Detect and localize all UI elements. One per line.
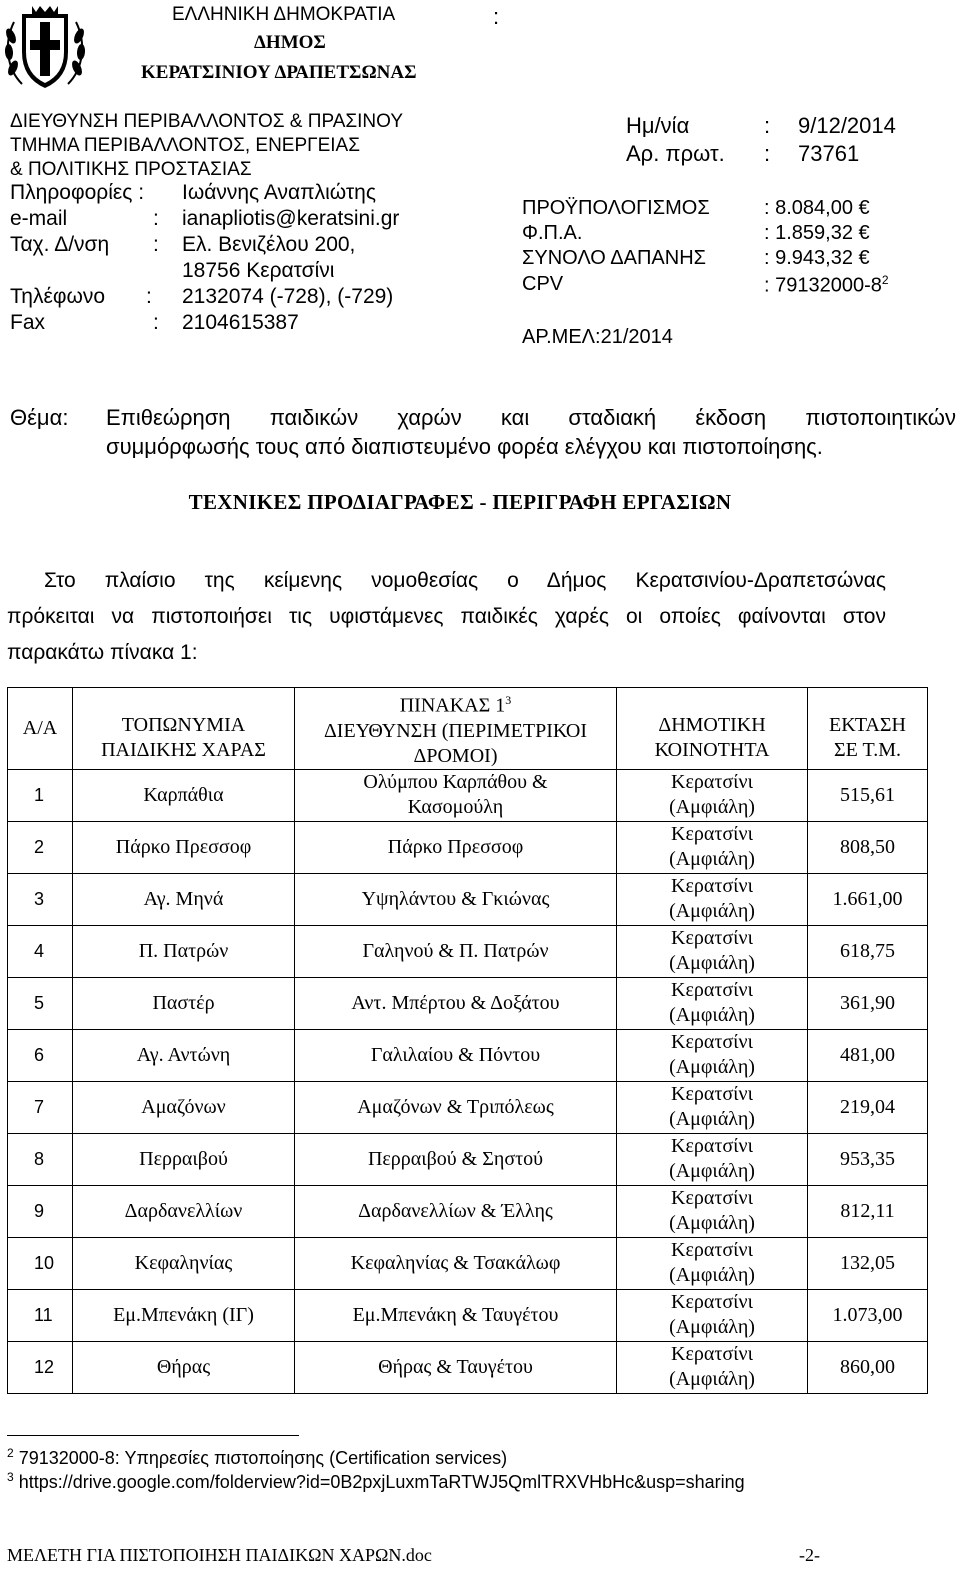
row-address-text: Αντ. Μπέρτου & Δοξάτου (351, 991, 560, 1014)
row-playground-name (73, 1185, 295, 1237)
row-community-text: Κερατσίνι (671, 1343, 753, 1366)
row-aa (8, 1341, 73, 1393)
email-sep: : (153, 207, 159, 230)
row-community-text: Κερατσίνι (671, 979, 753, 1002)
row-aa-text: 1 (34, 784, 45, 805)
row-playground-name-text: Αγ. Μηνά (143, 887, 224, 910)
row-community (617, 977, 808, 1029)
footnote-3-link[interactable]: https://drive.google.com/folderview?id=0B2pxjLuxmTaRTWJ5QmlTRXVHbHc&usp=sharing (18, 1472, 745, 1492)
row-playground-name (73, 1237, 295, 1289)
row-area-text: 812,11 (840, 1199, 895, 1222)
row-community (617, 1237, 808, 1289)
row-area-text: 361,90 (840, 991, 895, 1014)
study-number: ΑΡ.ΜΕΛ:21/2014 (522, 326, 673, 348)
row-community-text: (Αμφιάλη) (669, 1212, 755, 1235)
info-value: Ιωάννης Αναπλιώτης (182, 181, 376, 204)
table-row (8, 1341, 928, 1393)
row-address (295, 1185, 617, 1237)
col-header-community (617, 688, 808, 770)
row-community-text: Κερατσίνι (671, 927, 753, 950)
footnote-ref-3[interactable]: 3 (505, 693, 512, 707)
intro-line-2: πρόκειται να πιστοποιήσει τις υφιστάμενες παιδικές χαρές οι οποίες φαίνονται στον (7, 605, 886, 628)
row-community (617, 1133, 808, 1185)
row-playground-name (73, 1341, 295, 1393)
row-playground-name-text: Αμαζόνων (141, 1095, 226, 1118)
row-playground-name (73, 873, 295, 925)
row-address (295, 1081, 617, 1133)
row-address-text: Κασομούλη (407, 796, 504, 819)
subject-line-1: Επιθεώρηση παιδικών χαρών και σταδιακή έκδοση πιστοποιητικών (106, 405, 956, 430)
row-aa (8, 821, 73, 873)
row-address-text: Κεφαληνίας & Τσακάλωφ (350, 1251, 561, 1274)
date-label: Ημ/νία (626, 113, 690, 138)
row-playground-name-text: Πάρκο Πρεσσοφ (115, 835, 252, 858)
row-area-text: 1.661,00 (832, 887, 903, 910)
row-address (295, 1289, 617, 1341)
row-aa-text: 10 (34, 1252, 55, 1273)
row-aa (8, 1029, 73, 1081)
row-address-text: Περραιβού & Σηστού (367, 1147, 544, 1170)
row-community-text: Κερατσίνι (671, 1083, 753, 1106)
row-area (808, 977, 928, 1029)
row-area-text: 132,05 (840, 1251, 895, 1274)
row-community (617, 1029, 808, 1081)
row-aa (8, 1081, 73, 1133)
row-aa (8, 1185, 73, 1237)
row-area-text: 860,00 (840, 1355, 895, 1378)
row-community (617, 1185, 808, 1237)
row-community (617, 1081, 808, 1133)
row-aa (8, 769, 73, 821)
row-aa-text: 8 (34, 1148, 45, 1169)
row-area (808, 1237, 928, 1289)
row-aa-text: 4 (34, 940, 45, 961)
col-area-label-2: ΣΕ Τ.Μ. (833, 739, 901, 762)
budget-label: ΠΡΟΫΠΟΛΟΓΙΣΜΟΣ (522, 197, 710, 219)
row-community-text: (Αμφιάλη) (669, 1368, 755, 1391)
subject-line-2: συμμόρφωσής τους από διαπιστευμένο φορέα ελέγχου και πιστοποίησης. (106, 434, 823, 459)
row-address (295, 977, 617, 1029)
row-community-text: (Αμφιάλη) (669, 796, 755, 819)
row-community (617, 769, 808, 821)
table-row (8, 1081, 928, 1133)
department-line-1: ΔΙΕΥΘΥΝΣΗ ΠΕΡΙΒΑΛΛΟΝΤΟΣ & ΠΡΑΣΙΝΟΥ (10, 111, 403, 132)
fax-label: Fax (10, 311, 46, 334)
row-community-text: (Αμφιάλη) (669, 1264, 755, 1287)
row-playground-name-text: Εμ.Μπενάκη (ΙΓ) (113, 1303, 254, 1326)
row-community-text: (Αμφιάλη) (669, 1316, 755, 1339)
row-community-text: Κερατσίνι (671, 1135, 753, 1158)
row-address (295, 1341, 617, 1393)
row-community-text: (Αμφιάλη) (669, 1004, 755, 1027)
playgrounds-table (7, 687, 928, 1394)
row-address (295, 1237, 617, 1289)
row-playground-name (73, 1029, 295, 1081)
row-area-text: 219,04 (840, 1095, 895, 1118)
intro-line-1: Στο πλαίσιο της κείμενης νομοθεσίας ο Δήμος Κερατσινίου-Δραπετσώνας (44, 569, 886, 592)
address-value-1: Ελ. Βενιζέλου 200, (182, 233, 356, 256)
cpv-value (764, 273, 889, 298)
row-community-text: (Αμφιάλη) (669, 1108, 755, 1131)
footer-page-number: -2- (799, 1545, 820, 1565)
date-value: 9/12/2014 (798, 113, 896, 138)
row-community-text: Κερατσίνι (671, 1031, 753, 1054)
col-name-label-1: ΤΟΠΩΝΥΜΙΑ (121, 714, 246, 737)
fax-value: 2104615387 (182, 311, 299, 334)
row-community-text: (Αμφιάλη) (669, 1160, 755, 1183)
row-address-text: Γαλιλαίου & Πόντου (370, 1043, 541, 1066)
footnote-2-text: 79132000-8: Υπηρεσίες πιστοποίησης (Certification services) (18, 1448, 508, 1468)
col-header-address (295, 688, 617, 770)
col-header-name (73, 688, 295, 770)
row-area (808, 1133, 928, 1185)
address-value-2: 18756 Κερατσίνι (182, 259, 335, 282)
footnote-3-mark: 3 (7, 1470, 14, 1484)
footnote-2-mark: 2 (7, 1446, 14, 1460)
department-line-2: ΤΜΗΜΑ ΠΕΡΙΒΑΛΛΟΝΤΟΣ, ΕΝΕΡΓΕΙΑΣ (10, 135, 360, 156)
row-aa (8, 1289, 73, 1341)
row-aa (8, 925, 73, 977)
republic-heading: ΕΛΛΗΝΙΚΗ ΔΗΜΟΚΡΑΤΙΑ (172, 4, 396, 25)
table-row (8, 1185, 928, 1237)
table-row (8, 1029, 928, 1081)
row-address-text: Αμαζόνων & Τριπόλεως (357, 1095, 554, 1118)
municipality-heading: ΔΗΜΟΣ (254, 32, 326, 53)
col-aa-label: Α/Α (22, 716, 58, 739)
footer-filename: ΜΕΛΕΤΗ ΓΙΑ ΠΙΣΤΟΠΟΙΗΣΗ ΠΑΙΔΙΚΩΝ ΧΑΡΩΝ.doc (7, 1545, 432, 1565)
row-area-text: 515,61 (840, 783, 895, 806)
fax-sep: : (153, 311, 159, 334)
row-community (617, 1341, 808, 1393)
row-address (295, 1029, 617, 1081)
row-area (808, 925, 928, 977)
phone-sep: : (146, 285, 152, 308)
row-playground-name (73, 1081, 295, 1133)
row-aa (8, 1237, 73, 1289)
address-label: Ταχ. Δ/νση (10, 233, 110, 256)
row-playground-name (73, 821, 295, 873)
intro-line-3: παρακάτω πίνακα 1: (7, 641, 198, 664)
row-area (808, 1341, 928, 1393)
row-area (808, 1185, 928, 1237)
protocol-label: Αρ. πρωτ. (626, 141, 725, 166)
row-address-text: Γαληνού & Π. Πατρών (362, 939, 549, 962)
table-row (8, 769, 928, 821)
row-aa-text: 7 (34, 1096, 45, 1117)
row-address (295, 769, 617, 821)
row-community-text: (Αμφιάλη) (669, 1056, 755, 1079)
table-header-row (8, 688, 928, 770)
row-address-text: Εμ.Μπενάκη & Ταυγέτου (352, 1303, 559, 1326)
row-playground-name (73, 1289, 295, 1341)
row-community (617, 821, 808, 873)
row-community-text: (Αμφιάλη) (669, 848, 755, 871)
row-community-text: Κερατσίνι (671, 1291, 753, 1314)
col-header-area (808, 688, 928, 770)
row-community (617, 1289, 808, 1341)
table-row (8, 1133, 928, 1185)
col-community-label-2: ΚΟΙΝΟΤΗΤΑ (654, 739, 770, 762)
col-header-aa (8, 688, 73, 770)
row-aa-text: 11 (34, 1304, 53, 1325)
row-address-text: Δαρδανελλίων & Έλλης (358, 1199, 553, 1222)
row-address-text: Ολύμπου Καρπάθου & (363, 771, 548, 794)
row-community-text: (Αμφιάλη) (669, 952, 755, 975)
row-address (295, 873, 617, 925)
department-line-3: & ΠΟΛΙΤΙΚΗΣ ΠΡΟΣΤΑΣΙΑΣ (10, 159, 252, 180)
table-row (8, 925, 928, 977)
footnote-ref-2[interactable]: 2 (881, 273, 889, 287)
row-address (295, 1133, 617, 1185)
phone-label: Τηλέφωνο (10, 285, 106, 308)
row-playground-name-text: Αγ. Αντώνη (136, 1043, 231, 1066)
row-address-text: Υψηλάντου & Γκιώνας (361, 887, 550, 910)
row-community-text: Κερατσίνι (671, 1239, 753, 1262)
footnote-3 (7, 1470, 745, 1493)
row-playground-name-text: Π. Πατρών (138, 939, 229, 962)
row-area (808, 769, 928, 821)
municipality-name: ΚΕΡΑΤΣΙΝΙΟΥ ΔΡΑΠΕΤΣΩΝΑΣ (141, 62, 417, 83)
row-aa-text: 2 (34, 836, 45, 857)
budget-value: : 8.084,00 € (764, 197, 870, 219)
cpv-code: : 79132000-8 (764, 274, 882, 297)
col-address-label-2: ΔΡΟΜΟΙ) (413, 744, 498, 767)
row-playground-name-text: Περραιβού (139, 1147, 228, 1170)
vat-value: : 1.859,32 € (764, 222, 870, 244)
row-area-text: 481,00 (840, 1043, 895, 1066)
address-sep: : (153, 233, 159, 256)
cpv-label: CPV (522, 273, 564, 295)
table-row (8, 873, 928, 925)
row-playground-name-text: Δαρδανελλίων (124, 1199, 243, 1222)
row-playground-name (73, 769, 295, 821)
row-aa (8, 1133, 73, 1185)
col-community-label-1: ΔΗΜΟΤΙΚΗ (658, 714, 766, 737)
row-playground-name-text: Παστέρ (152, 991, 215, 1014)
header-colon: : (493, 4, 500, 29)
row-aa (8, 977, 73, 1029)
col-name-label-2: ΠΑΙΔΙΚΗΣ ΧΑΡΑΣ (101, 739, 266, 762)
row-community (617, 873, 808, 925)
footnote-2 (7, 1446, 507, 1469)
row-community-text: (Αμφιάλη) (669, 900, 755, 923)
table-row (8, 1289, 928, 1341)
row-aa-text: 5 (34, 992, 45, 1013)
row-playground-name (73, 1133, 295, 1185)
row-area (808, 821, 928, 873)
row-aa-text: 9 (34, 1200, 45, 1221)
table-row (8, 821, 928, 873)
email-value[interactable]: ianapliotis@keratsini.gr (182, 207, 400, 230)
subject-label: Θέμα: (10, 405, 69, 430)
row-playground-name-text: Καρπάθια (143, 783, 224, 806)
phone-value: 2132074 (-728), (-729) (182, 285, 394, 308)
row-area (808, 1081, 928, 1133)
footnote-separator (7, 1435, 299, 1436)
protocol-sep: : (764, 141, 771, 166)
row-area-text: 618,75 (840, 939, 895, 962)
row-address (295, 821, 617, 873)
greek-coat-of-arms-logo (2, 2, 88, 98)
total-value: : 9.943,32 € (764, 247, 870, 269)
row-area (808, 1029, 928, 1081)
row-playground-name (73, 977, 295, 1029)
row-address-text: Θήρας & Ταυγέτου (378, 1355, 533, 1378)
row-community-text: Κερατσίνι (671, 875, 753, 898)
col-address-label-1: ΔΙΕΥΘΥΝΣΗ (ΠΕΡΙΜΕΤΡΙΚΟΙ (323, 719, 588, 742)
row-playground-name-text: Κεφαληνίας (134, 1251, 233, 1274)
table-row (8, 1237, 928, 1289)
row-area-text: 808,50 (840, 835, 895, 858)
row-address (295, 925, 617, 977)
vat-label: Φ.Π.Α. (522, 222, 583, 244)
row-area-text: 1.073,00 (832, 1303, 903, 1326)
row-address-text: Πάρκο Πρεσσοφ (387, 835, 524, 858)
email-label: e-mail (10, 207, 68, 230)
row-playground-name (73, 925, 295, 977)
row-area (808, 1289, 928, 1341)
row-area-text: 953,35 (840, 1147, 895, 1170)
table-caption (295, 688, 616, 719)
info-label: Πληροφορίες : (10, 181, 145, 204)
row-area (808, 873, 928, 925)
table-row (8, 977, 928, 1029)
row-playground-name-text: Θήρας (156, 1355, 211, 1378)
protocol-value: 73761 (798, 141, 860, 166)
row-community-text: Κερατσίνι (671, 771, 753, 794)
row-aa (8, 873, 73, 925)
col-area-label-1: ΕΚΤΑΣΗ (829, 714, 906, 737)
page-title: ΤΕΧΝΙΚΕΣ ΠΡΟΔΙΑΓΡΑΦΕΣ - ΠΕΡΙΓΡΑΦΗ ΕΡΓΑΣΙΩΝ (188, 490, 732, 514)
row-aa-text: 12 (34, 1356, 55, 1377)
table-caption-text: ΠΙΝΑΚΑΣ 1 (399, 694, 506, 717)
row-aa-text: 6 (34, 1044, 45, 1065)
row-community (617, 925, 808, 977)
total-label: ΣΥΝΟΛΟ ΔΑΠΑΝΗΣ (522, 247, 707, 269)
row-community-text: Κερατσίνι (671, 1187, 753, 1210)
row-community-text: Κερατσίνι (671, 823, 753, 846)
date-sep: : (764, 113, 771, 138)
row-aa-text: 3 (34, 888, 45, 909)
